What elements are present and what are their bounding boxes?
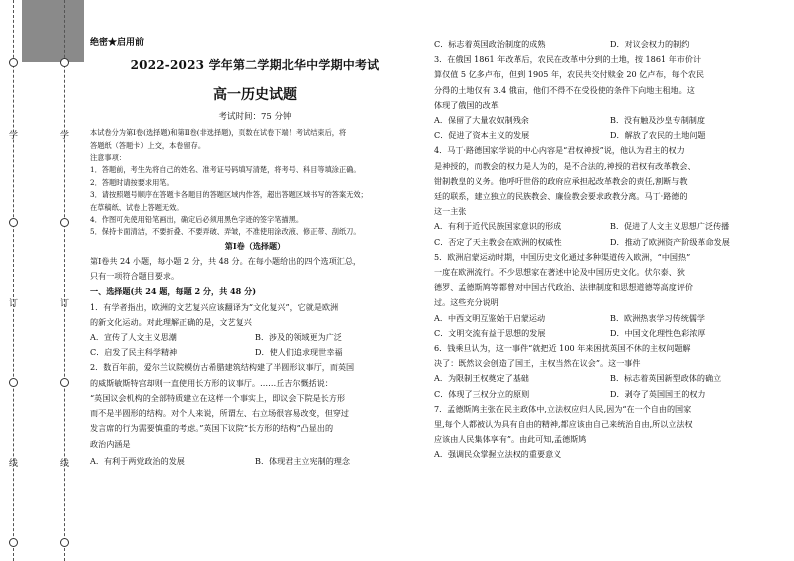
binding-margin bbox=[0, 0, 84, 561]
option-b: B．标志着英国新型政体的确立 bbox=[610, 373, 722, 384]
option-row bbox=[434, 326, 786, 341]
question-line: 过。这些充分说明 bbox=[434, 297, 499, 308]
binding-hole-icon bbox=[9, 218, 18, 227]
question-line: 的威斯敏斯特宫却则一直使用长方形的议事厅。……丘吉尔慨括说： bbox=[90, 377, 333, 388]
part1-desc-line: 只有一项符合题目要求。 bbox=[90, 271, 180, 282]
part1-desc-line: 第Ⅰ卷共 24 小题，每小题 2 分，共 48 分。在每小题给出的四个选项汇总， bbox=[90, 256, 362, 267]
question-line: 2．数百年前，爱尔兰议院模仿古希腊建筑结构建了半圆形议事厅，而英国 bbox=[90, 362, 355, 373]
option-a: A．中西文明互鉴始于启蒙运动 bbox=[434, 312, 546, 323]
part1-heading: 第Ⅰ卷（选择题） bbox=[224, 240, 286, 251]
question-line: 5．欧洲启蒙运动时期，中国历史文化通过多种渠道传入欧洲，“中国热” bbox=[434, 251, 691, 262]
secret-mark: 绝密★启用前 bbox=[90, 38, 145, 48]
margin-label-ding: 订 bbox=[60, 299, 70, 309]
option-a: A．有利于两党政治的发展 bbox=[90, 455, 185, 466]
option-row bbox=[90, 345, 420, 360]
instruction-line: 注意事项： bbox=[90, 153, 126, 163]
option-a: A．有利于近代民族国家意识的形成 bbox=[434, 221, 562, 232]
question-line: 体现了俄国的改革 bbox=[434, 99, 499, 110]
question-5 bbox=[434, 250, 786, 341]
question-line: 决了：既然议会创造了国王，主权当然在议会”。这一事件 bbox=[434, 358, 641, 369]
question-line: 3．在俄国 1861 年改革后，农民在改革中分到的土地，按 1861 年市价计 bbox=[434, 54, 702, 65]
binding-hole-icon bbox=[60, 218, 69, 227]
option-b: B．涉及的领域更为广泛 bbox=[255, 332, 342, 343]
option-c: C．启发了民主科学精神 bbox=[90, 347, 178, 358]
option-b: B．没有触及沙皇专制制度 bbox=[610, 115, 705, 126]
option-row bbox=[434, 387, 786, 402]
exam-title: 2022-2023 学年第二学期北华中学期中考试 bbox=[130, 58, 380, 73]
question-line: 德罗、孟德斯鸠等都曾对中国古代政治、法律制度和思想道德等高度评价 bbox=[434, 282, 694, 293]
instruction-line: 2．答题时请按要求用笔。 bbox=[90, 177, 174, 187]
option-row bbox=[434, 371, 786, 386]
question-line: 是神授的，而教会的权力是人为的，是不合法的,神授的君权有改革教会、 bbox=[434, 160, 696, 171]
option-row bbox=[90, 454, 420, 469]
binding-hole-icon bbox=[9, 378, 18, 387]
question-line: 算仅值 5 亿多卢布，但到 1905 年，农民共交付赎金 20 亿卢布，每个农民 bbox=[434, 69, 705, 80]
question-line: 7．孟德斯鸠主张在民主政体中,立法权应归人民,因为“在一个自由的国家 bbox=[434, 403, 692, 414]
question-line: 里,每个人都被认为具有自由的精神,都应该由自己来统治自由,所以立法权 bbox=[434, 419, 693, 430]
margin-label-xian: 线 bbox=[9, 459, 19, 469]
question-line: 发言席的行为需要慎重的考虑。”英国下议院“长方形的结构”凸显出的 bbox=[90, 423, 334, 434]
option-row bbox=[434, 311, 786, 326]
option-row bbox=[434, 37, 786, 52]
option-c: C．标志着英国政治制度的成熟 bbox=[434, 39, 546, 49]
left-column bbox=[90, 36, 420, 469]
option-a: A．为限制王权奠定了基础 bbox=[434, 373, 529, 384]
option-d: D．对议会权力的制约 bbox=[610, 39, 690, 49]
option-c: C．文明交流有益于思想的发展 bbox=[434, 327, 546, 338]
option-row bbox=[434, 128, 786, 143]
instruction-line: 1．答题前，考生先将自己的姓名、准考证号码填写清楚，将考号、科目等填涂正确。 bbox=[90, 165, 361, 175]
margin-label-xian: 线 bbox=[60, 459, 70, 469]
question-2 bbox=[90, 360, 420, 468]
option-d: D．推动了欧洲资产阶级革命发展 bbox=[610, 236, 730, 247]
instructions-block bbox=[90, 127, 420, 239]
option-row bbox=[90, 330, 420, 345]
margin-label-xue: 学 bbox=[60, 131, 70, 141]
question-line: 而不是半圆形的结构。对个人来说，所谓左、右立场很容易改变，但穿过 bbox=[90, 408, 350, 419]
question-line: 政治内涵是 bbox=[90, 438, 131, 449]
option-a: A．保留了大量农奴制残余 bbox=[434, 115, 529, 126]
question-line: 4．马丁·路德国家学说的中心内容是“君权神授”说，他认为君主的权力 bbox=[434, 145, 685, 156]
option-b: B．欧洲热衷学习传统儒学 bbox=[610, 312, 705, 323]
margin-label-xue: 学 bbox=[9, 131, 19, 141]
option-row bbox=[434, 113, 786, 128]
instruction-line: 4．作图可先使用铅笔画出，确定后必须用黑色字迹的签字笔描黑。 bbox=[90, 215, 304, 225]
option-d: D．解放了农民的土地问题 bbox=[610, 130, 706, 141]
exam-duration: 考试时间：75 分钟 bbox=[218, 112, 292, 123]
option-d: D．中国文化理性色彩浓厚 bbox=[610, 327, 706, 338]
option-d: D．剥夺了英国国王的权力 bbox=[610, 388, 706, 399]
option-a: A．强调民众掌握立法权的重要意义 bbox=[434, 449, 562, 460]
option-b: B．促进了人文主义思想广泛传播 bbox=[610, 221, 730, 232]
option-row bbox=[434, 235, 786, 250]
question-7 bbox=[434, 402, 786, 463]
question-6 bbox=[434, 341, 786, 402]
option-row bbox=[434, 219, 786, 234]
question-line: 应该由人民集体享有”。由此可知,孟德斯鸠 bbox=[434, 434, 587, 445]
instruction-line: 5．保持卡面清洁，不要折叠、不要弄破、弄皱，不准使用涂改液、修正带、刮纸刀。 bbox=[90, 227, 361, 237]
margin-label-ding: 订 bbox=[9, 299, 19, 309]
question-line: 钳制教皇的义务。他呼吁世俗的政府应承担起改革教会的责任,割断与教 bbox=[434, 175, 688, 186]
binding-hole-icon bbox=[60, 378, 69, 387]
option-d: D．使人们追求现世幸福 bbox=[255, 347, 343, 358]
section-heading: 一、选择题(共 24 题，每题 2 分，共 48 分) bbox=[90, 286, 257, 297]
question-3 bbox=[434, 52, 786, 143]
instruction-line: 本试卷分为第Ⅰ卷(选择题)和第Ⅱ卷(非选择题)，页数在试卷下端！考试结束后，将 bbox=[90, 128, 347, 138]
right-column bbox=[434, 37, 786, 463]
binding-hole-icon bbox=[9, 58, 18, 67]
question-line: 6．钱乘旦认为，这一事件“就把近 100 年来困扰英国不休的主权问题解 bbox=[434, 343, 691, 354]
dashed-cut-line-inner bbox=[64, 0, 65, 561]
header-gray-block bbox=[22, 0, 84, 62]
binding-hole-icon bbox=[9, 538, 18, 547]
dashed-cut-line-outer bbox=[13, 0, 14, 561]
instruction-line: 答题纸（答题卡）上交，本卷留存。 bbox=[90, 140, 206, 150]
instruction-line: 在草稿纸、试卷上答题无效。 bbox=[90, 202, 184, 212]
question-line: 一度在欧洲流行。不少思想家在著述中论及中国历史文化。伏尔泰、狄 bbox=[434, 267, 685, 278]
binding-hole-icon bbox=[60, 58, 69, 67]
option-b: B．体现君主立宪制的理念 bbox=[255, 455, 350, 466]
question-line: 廷的联系，建立独立的民族教会、廉俭教会要求政教分离。马丁·路德的 bbox=[434, 191, 688, 202]
binding-hole-icon bbox=[60, 538, 69, 547]
question-line: 的新文化运动。对此理解正确的是，文艺复兴 bbox=[90, 316, 252, 327]
question-line: “英国议会机构的全部特质建立在这样一个事实上，即议会下院是长方形 bbox=[90, 392, 346, 403]
option-a: A．宣传了人文主义思潮 bbox=[90, 332, 177, 343]
question-line: 这一主张 bbox=[434, 206, 467, 217]
question-1 bbox=[90, 300, 420, 361]
question-line: 1．有学者指出，欧洲的文艺复兴应该翻译为“文化复兴”，它就是欧洲 bbox=[90, 301, 339, 312]
question-4 bbox=[434, 143, 786, 249]
question-line: 分得的土地仅有 3.4 俄亩，他们不得不在受役使的条件下向地主租地。这 bbox=[434, 84, 695, 95]
option-c: C．否定了天主教会在欧洲的权威性 bbox=[434, 236, 562, 247]
option-c: C．促进了资本主义的发展 bbox=[434, 130, 530, 141]
instruction-line: 3．请按照题号顺序在答题卡各题目的答题区域内作答，超出答题区域书写的答案无效； bbox=[90, 190, 368, 200]
paper-subject-title: 高一历史试题 bbox=[213, 87, 297, 104]
option-c: C．体现了三权分立的原则 bbox=[434, 388, 530, 399]
